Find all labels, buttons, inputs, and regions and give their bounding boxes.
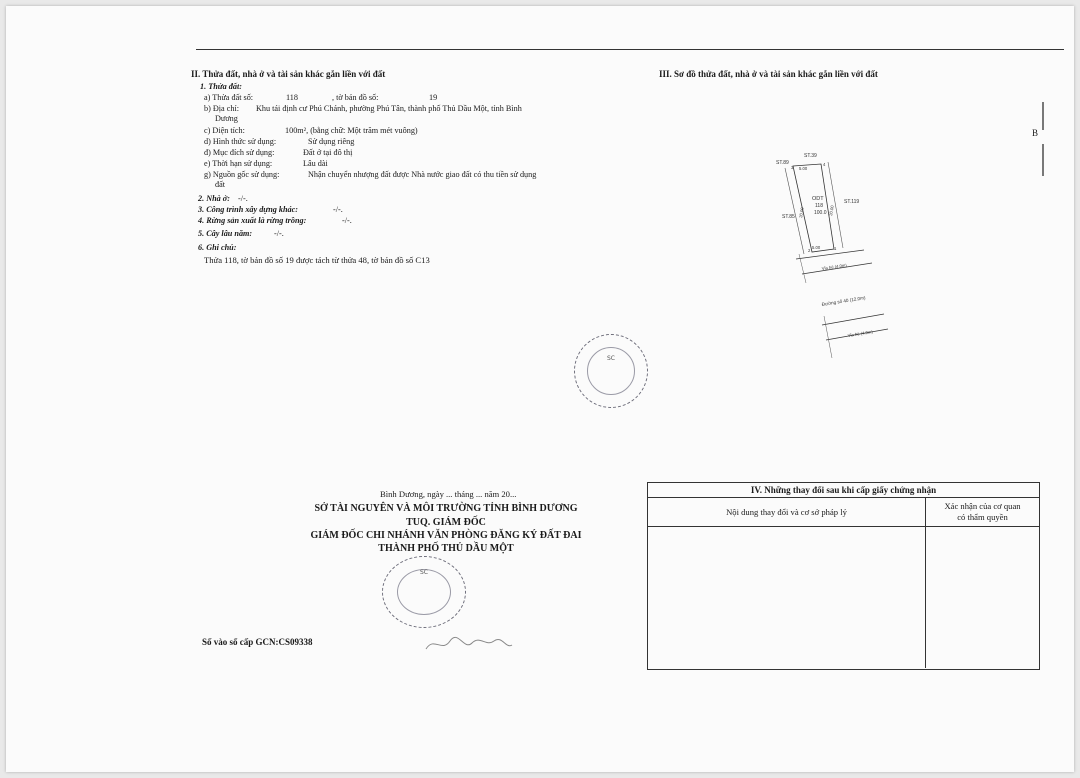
use-form-label: d) Hình thức sử dụng: — [204, 137, 277, 146]
official-seal-upper: SC — [574, 334, 648, 408]
map-edge-left: 20.00 — [798, 206, 805, 219]
map-label-parcel: 118 — [815, 203, 823, 209]
certificate-page — [6, 6, 1074, 772]
map-sheet-number: 19 — [429, 93, 438, 102]
forest-heading: 4. Rừng sản xuất là rừng trồng: — [198, 216, 307, 225]
map-sheet-label: , tờ bản đồ số: — [332, 93, 379, 102]
notes-heading: 6. Ghi chú: — [198, 243, 237, 252]
changes-table-divider — [925, 498, 926, 668]
map-road-label: Đường số 40 (12.0m) — [821, 295, 866, 307]
parcel-number: 118 — [286, 93, 298, 102]
map-edge-bottom: 5.00 — [812, 245, 821, 250]
origin-value-2: đất — [215, 180, 226, 189]
map-sidewalk-bottom: Vỉa hè (4.0m) — [847, 329, 873, 338]
house-heading: 2. Nhà ở: — [198, 194, 230, 203]
changes-col-approval — [926, 498, 1039, 527]
land-heading: 1. Thửa đất: — [200, 82, 242, 91]
map-vertex-1: 1 — [834, 246, 837, 251]
branch-director: GIÁM ĐỐC CHI NHÁNH VĂN PHÒNG ĐĂNG KÝ ĐẤT ĐAI — [310, 530, 582, 541]
map-label-area: 100.0 — [814, 210, 827, 216]
use-purpose-value: Đất ở tại đô thị — [303, 148, 353, 157]
notes-value: Thửa 118, tờ bản đồ số 19 được tách từ thửa 48, tờ bản đồ số C13 — [204, 255, 430, 265]
changes-col-content: Nội dung thay đổi và cơ sở pháp lý — [648, 498, 925, 527]
map-label-odt: ODT — [812, 196, 824, 202]
map-label-st85: ST.85 — [782, 214, 795, 220]
origin-value-1: Nhận chuyển nhượng đất được Nhà nước giao đất có thu tiền sử dụng — [308, 170, 537, 179]
map-label-st119: ST.119 — [844, 199, 860, 205]
changes-table — [647, 482, 1040, 670]
map-vertex-4: 4 — [823, 162, 826, 167]
forest-value: -/-. — [342, 216, 352, 225]
map-vertex-3: 3 — [791, 165, 794, 170]
top-rule — [196, 49, 1064, 50]
parcel-map — [766, 146, 916, 371]
north-arrow-icon — [1038, 102, 1048, 176]
use-term-value: Lâu dài — [303, 159, 328, 168]
date-line: Bình Dương, ngày ... tháng ... năm 20... — [380, 489, 517, 499]
perennial-value: -/-. — [274, 229, 284, 238]
map-vertex-2: 2 — [808, 248, 811, 253]
perennial-heading: 5. Cây lâu năm: — [198, 229, 253, 238]
map-label-st89: ST.89 — [776, 160, 789, 166]
use-term-label: e) Thời hạn sử dụng: — [204, 159, 273, 168]
tuq-director: TUQ. GIÁM ĐỐC — [406, 517, 486, 528]
changes-col-approval-line2: có thẩm quyền — [957, 512, 1008, 522]
city-name: THÀNH PHỐ THỦ DẦU MỘT — [378, 543, 514, 554]
area-value: 100m², (bằng chữ: Một trăm mét vuông) — [285, 126, 418, 135]
address-value-2: Dương — [215, 114, 238, 123]
address-value-1: Khu tái định cư Phú Chánh, phường Phú Tân, thành phố Thủ Dầu Một, tỉnh Bình — [256, 104, 522, 113]
map-sidewalk-top: Vỉa hè (4.0m) — [821, 262, 848, 271]
address-label: b) Địa chỉ: — [204, 104, 240, 113]
changes-table-title: IV. Những thay đổi sau khi cấp giấy chứng nhận — [648, 483, 1039, 498]
handwritten-signature — [424, 631, 514, 656]
construction-heading: 3. Công trình xây dựng khác: — [198, 205, 298, 214]
use-purpose-label: đ) Mục đích sử dụng: — [204, 148, 275, 157]
area-label: c) Diện tích: — [204, 126, 245, 135]
section2-title: II. Thửa đất, nhà ở và tài sản khác gắn liền với đất — [191, 69, 386, 79]
section3-title: III. Sơ đồ thửa đất, nhà ở và tài sản khác gắn liền với đất — [659, 69, 878, 79]
map-edge-top: 5.00 — [799, 166, 808, 171]
official-seal-lower: SC — [382, 556, 466, 628]
book-number: Số vào sổ cấp GCN:CS09338 — [202, 637, 313, 647]
changes-col-approval-line1: Xác nhận của cơ quan — [944, 501, 1021, 511]
house-value: -/-. — [238, 194, 248, 203]
map-edge-right: 20.00 — [828, 204, 835, 217]
origin-label: g) Nguồn gốc sử dụng: — [204, 170, 280, 179]
issuing-org: SỞ TÀI NGUYÊN VÀ MÔI TRƯỜNG TỈNH BÌNH DƯƠNG — [314, 503, 578, 514]
use-form-value: Sử dụng riêng — [308, 137, 355, 146]
construction-value: -/-. — [333, 205, 343, 214]
north-letter: B — [1032, 128, 1039, 138]
parcel-label: a) Thửa đất số: — [204, 93, 254, 102]
map-label-st39: ST.39 — [804, 153, 817, 159]
